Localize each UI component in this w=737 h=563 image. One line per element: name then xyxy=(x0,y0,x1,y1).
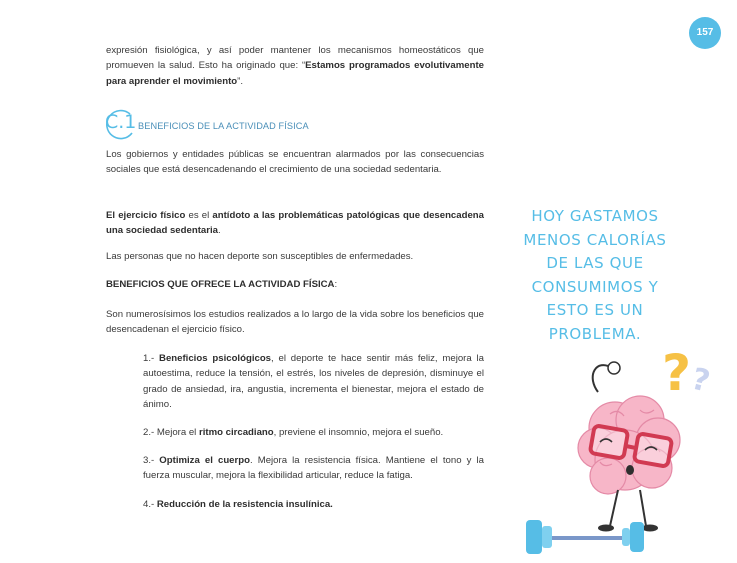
benefits-heading: BENEFICIOS QUE OFRECE LA ACTIVIDAD FÍSICA: xyxy=(106,279,338,290)
section-badge: C.1 xyxy=(105,111,137,133)
dumbbell-icon xyxy=(526,520,644,554)
list-item: 2.- Mejora el ritmo circadiano, previene el insomnio, mejora el sueño. xyxy=(143,427,444,438)
intro-paragraph: expresión fisiológica, y así poder mantener los mecanismos homeostáticos que promueven la salud. Esto ha originado que: “Estamos programados evolutivamente para aprender el movimiento”. xyxy=(106,45,484,87)
section-title: BENEFICIOS DE LA ACTIVIDAD FÍSICA xyxy=(138,121,309,131)
brain-illustration xyxy=(500,330,732,563)
page-number: 157 xyxy=(689,17,721,49)
paragraph-2: El ejercicio físico es el antídoto a las problemáticas patológicas que desencadena una sociedad sedentaria. xyxy=(106,210,484,237)
list-item: 3.- Optimiza el cuerpo. Mejora la resistencia física. Mantiene el tono y la fuerza muscular, mejora la flexibilidad articular, reduce la fatiga. xyxy=(143,455,484,482)
pull-quote: HOY GASTAMOS MENOS CALORÍAS DE LAS QUE CONSUMIMOS Y ESTO ES UN PROBLEMA. xyxy=(523,207,667,343)
paragraph-1: Los gobiernos y entidades públicas se encuentran alarmados por las consecuencias sociales que está desencadenando el crecimiento de una sociedad sedentaria. xyxy=(106,149,484,176)
paragraph-5: Son numerosísimos los estudios realizados a lo largo de la vida sobre los beneficios que desencadenan el ejercicio físico. xyxy=(106,309,484,336)
list-item: 1.- Beneficios psicológicos, el deporte te hace sentir más feliz, mejora la autoestima, reduce la tensión, el estrés, los niveles de depresión, disminuye el grado de ansiedad, ira, angustia, incrementa el bienestar, mejora el estado de ánimo. xyxy=(143,353,484,411)
question-mark-icon: ? xyxy=(662,344,692,402)
list-item: 4.- Reducción de la resistencia insulínica. xyxy=(143,499,333,510)
paragraph-3: Las personas que no hacen deporte son susceptibles de enfermedades. xyxy=(106,251,414,262)
question-mark-icon: ? xyxy=(687,361,714,400)
intro-highlight: Estamos programados evolutivamente para aprender el movimiento xyxy=(106,60,484,87)
